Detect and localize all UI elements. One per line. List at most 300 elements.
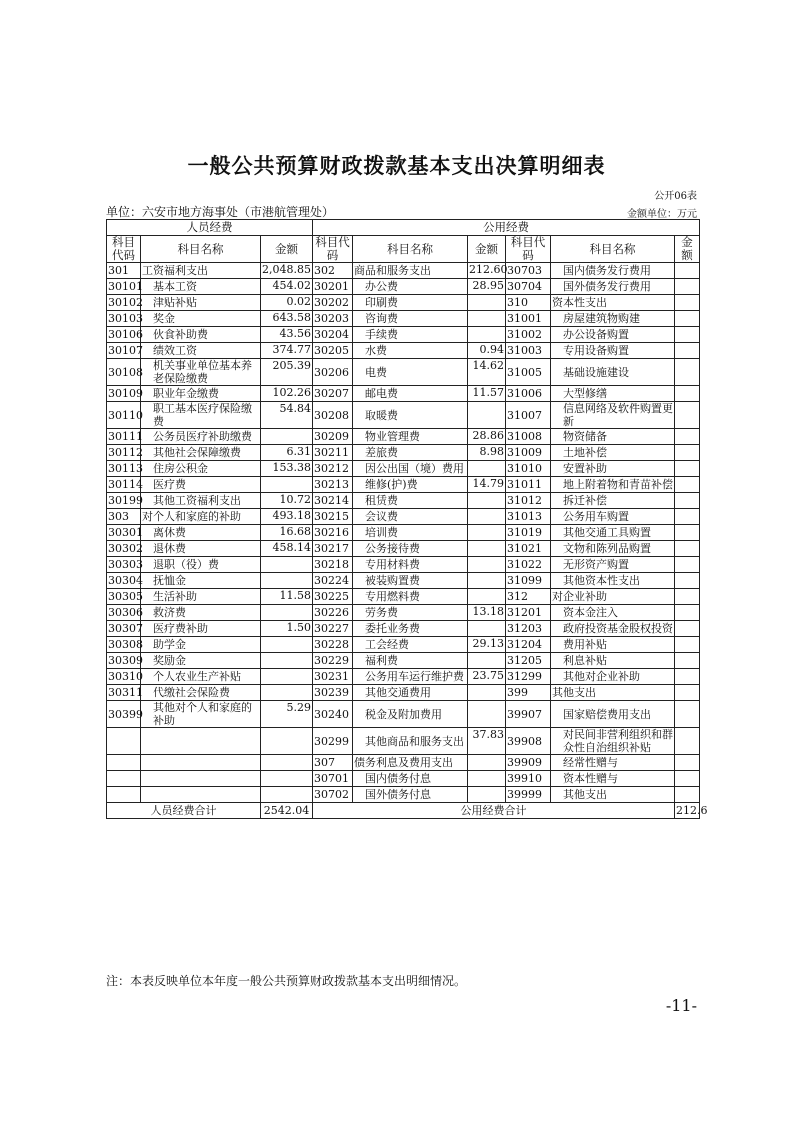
subject-name: 医疗费 [141,477,261,493]
subject-code: 301 [107,263,141,279]
amount: 0.02 [261,295,313,311]
amount [675,429,700,445]
amount: 102.26 [261,386,313,402]
subject-name: 安置补助 [551,461,675,477]
subject-name: 印刷费 [353,295,468,311]
subject-name: 职业年金缴费 [141,386,261,402]
subject-name: 专用材料费 [353,557,468,573]
subject-code: 30225 [313,589,353,605]
personnel-total-value: 2542.04 [261,803,313,819]
subject-code: 31012 [506,493,551,509]
table-row [107,787,700,803]
subject-name: 差旅费 [353,445,468,461]
code-header: 科目代码 [107,236,141,263]
subject-name: 文物和陈列品购置 [551,541,675,557]
subject-name: 对民间非营利组织和群众性自治组织补贴 [551,728,675,755]
subject-name [141,728,261,755]
subject-code: 303 [107,509,141,525]
table-row [107,557,700,573]
amount [261,573,313,589]
table-row [107,755,700,771]
amount [468,589,506,605]
amount [675,637,700,653]
subject-name: 对企业补助 [551,589,675,605]
subject-name [141,771,261,787]
amount [675,728,700,755]
subject-name: 培训费 [353,525,468,541]
subject-name: 被装购置费 [353,573,468,589]
subject-name: 救济费 [141,605,261,621]
subject-code: 30106 [108,328,143,341]
amount [468,493,506,509]
subject-code: 30109 [108,387,143,400]
amount [675,787,700,803]
subject-name: 住房公积金 [141,461,261,477]
subject-name: 利息补贴 [551,653,675,669]
amount: 14.62 [468,359,506,386]
subject-name: 工资福利支出 [141,263,261,279]
subject-code: 30110 [107,402,141,429]
amount [675,343,700,359]
table-row [107,279,700,295]
amount: 28.86 [468,429,506,445]
subject-name: 个人农业生产补贴 [141,669,261,685]
subject-name: 委托业务费 [353,621,468,637]
subject-name: 维修(护)费 [353,477,468,493]
subject-name: 助学金 [141,637,261,653]
subject-code: 30217 [313,541,353,557]
amount: 28.95 [468,279,506,295]
amount [675,525,700,541]
amount-header: 金额 [261,236,313,263]
amount [675,669,700,685]
subject-name: 债务利息及费用支出 [353,755,468,771]
table-row [107,402,700,429]
subject-code: 30309 [108,654,143,667]
subject-name: 职工基本医疗保险缴费 [141,402,261,429]
amount [675,461,700,477]
subject-name: 其他社会保障缴费 [141,445,261,461]
subject-code: 30214 [313,493,353,509]
subject-code: 30112 [108,446,143,459]
subject-code: 30306 [108,606,143,619]
amount [675,279,700,295]
subject-name: 国内债务付息 [353,771,468,787]
subject-name: 电费 [353,359,468,386]
amount: 374.77 [261,343,313,359]
subject-name: 国家赔偿费用支出 [551,701,675,728]
section-header-row [107,220,700,236]
subject-name: 国外债务发行费用 [551,279,675,295]
subject-code: 30226 [313,605,353,621]
amount [468,311,506,327]
table-row [107,573,700,589]
amount [261,669,313,685]
amount: 205.39 [261,359,313,386]
amount [468,557,506,573]
subject-code: 30304 [108,574,143,587]
subject-code: 30704 [506,279,551,295]
subject-name: 机关事业单位基本养老保险缴费 [141,359,261,386]
subject-code: 31203 [506,621,551,637]
page-number: -11- [665,996,697,1015]
subject-name: 地上附着物和青苗补偿 [551,477,675,493]
amount [675,509,700,525]
amount [468,509,506,525]
subject-code: 30103 [108,312,143,325]
table-row [107,771,700,787]
amount: 43.56 [261,327,313,343]
amount [468,525,506,541]
amount [675,445,700,461]
subject-code: 31009 [506,445,551,461]
amount: 23.75 [468,669,506,685]
subject-name: 绩效工资 [141,343,261,359]
table-row [107,493,700,509]
subject-code: 30240 [313,701,353,728]
amount: 14.79 [468,477,506,493]
amount [675,327,700,343]
footnote: 注：本表反映单位本年度一般公共预算财政拨款基本支出明细情况。 [106,974,467,988]
amount: 458.14 [261,541,313,557]
subject-name: 商品和服务支出 [353,263,468,279]
subject-name: 咨询费 [353,311,468,327]
table-row [107,359,700,386]
subject-code: 39910 [506,771,551,787]
table-row [107,509,700,525]
subject-code: 31019 [506,525,551,541]
subject-name: 其他支出 [551,787,675,803]
subject-code: 30212 [313,461,353,477]
subject-code: 30113 [108,462,143,475]
name-header: 科目名称 [551,236,675,263]
amount [468,541,506,557]
amount: 153.38 [261,461,313,477]
amount [675,541,700,557]
subject-code: 30107 [108,344,143,357]
subject-name: 生活补助 [141,589,261,605]
personnel-section-header: 人员经费 [107,220,313,236]
table-row [107,263,700,279]
public-total-label: 公用经费合计 [313,803,675,819]
amount [468,402,506,429]
amount: 6.31 [261,445,313,461]
amount [261,429,313,445]
subject-code: 31006 [506,386,551,402]
subject-name: 费用补贴 [551,637,675,653]
subject-code: 31204 [506,637,551,653]
subject-name: 资本性支出 [551,295,675,311]
subject-code: 312 [506,589,551,605]
subject-code: 30202 [313,295,353,311]
subject-code: 39909 [506,755,551,771]
amount [261,755,313,771]
amount [261,771,313,787]
subject-code: 30308 [108,638,143,651]
subject-code: 30229 [313,653,353,669]
table-row [107,343,700,359]
subject-code: 30301 [108,526,143,539]
subject-name: 福利费 [353,653,468,669]
amount [675,402,700,429]
subject-code: 30701 [313,771,353,787]
amount [468,621,506,637]
subject-name: 奖励金 [141,653,261,669]
subject-code: 31299 [506,669,551,685]
page-title: 一般公共预算财政拨款基本支出决算明细表 [187,153,606,178]
subject-name: 办公设备购置 [551,327,675,343]
amount [675,573,700,589]
subject-name: 资本性赠与 [551,771,675,787]
subject-name: 对个人和家庭的补助 [141,509,261,525]
subject-name: 政府投资基金股权投资 [551,621,675,637]
subject-code: 30204 [313,327,353,343]
amount [675,685,700,701]
subject-code: 31001 [506,311,551,327]
subject-name: 代缴社会保险费 [141,685,261,701]
subject-name: 其他对个人和家庭的补助 [141,701,261,728]
subject-name: 取暖费 [353,402,468,429]
amount [675,771,700,787]
subject-name: 土地补偿 [551,445,675,461]
subject-name: 退职（役）费 [141,557,261,573]
subject-name: 国外债务付息 [353,787,468,803]
subject-code: 30211 [313,445,353,461]
amount [675,557,700,573]
public-total-value: 212.6 [676,804,708,817]
table-row [107,637,700,653]
subject-code: 31003 [506,343,551,359]
subject-code: 30216 [313,525,353,541]
subject-code: 30213 [313,477,353,493]
subject-code: 31099 [506,573,551,589]
amount [261,653,313,669]
amount [468,461,506,477]
amount [468,787,506,803]
amount: 37.83 [468,728,506,755]
subject-code: 30305 [108,590,143,603]
subject-code: 30224 [313,573,353,589]
amount [261,557,313,573]
subject-name: 公务用车购置 [551,509,675,525]
subject-code: 30702 [313,787,353,803]
amount [468,701,506,728]
subject-name: 退休费 [141,541,261,557]
subject-name: 其他工资福利支出 [141,493,261,509]
subject-name: 大型修缮 [551,386,675,402]
amount [261,477,313,493]
amount: 11.57 [468,386,506,402]
subject-code: 30227 [313,621,353,637]
table-row [107,728,700,755]
subject-name: 其他商品和服务支出 [353,728,468,755]
subject-code: 30203 [313,311,353,327]
subject-name: 其他对企业补助 [551,669,675,685]
table-row [107,701,700,728]
subject-name: 物资储备 [551,429,675,445]
amount [261,787,313,803]
amount: 8.98 [468,445,506,461]
amount [675,589,700,605]
subject-code: 30310 [108,670,143,683]
table-row [107,429,700,445]
subject-name: 税金及附加费用 [353,701,468,728]
table-row [107,541,700,557]
amount [468,755,506,771]
amount [675,755,700,771]
subject-code: 31205 [506,653,551,669]
table-row [107,311,700,327]
amount-header: 金额 [468,236,506,263]
subject-name: 基础设施建设 [551,359,675,386]
subject-code: 30114 [108,478,143,491]
subject-name: 水费 [353,343,468,359]
amount: 5.29 [261,701,313,728]
amount-unit-label: 金额单位：万元 [627,209,697,220]
subject-name: 房屋建筑物购建 [551,311,675,327]
amount [675,263,700,279]
subject-name: 基本工资 [141,279,261,295]
subject-name: 国内债务发行费用 [551,263,675,279]
amount [675,701,700,728]
subject-code: 307 [313,755,353,771]
table-row [107,605,700,621]
subject-code [107,787,141,803]
subject-code: 30101 [108,280,143,293]
subject-name: 医疗费补助 [141,621,261,637]
subject-code: 302 [313,263,353,279]
subject-code: 39907 [506,701,551,728]
subject-code: 30299 [313,728,353,755]
subject-name: 手续费 [353,327,468,343]
subject-code: 39999 [506,787,551,803]
subject-name: 信息网络及软件购置更新 [551,402,675,429]
amount [468,685,506,701]
amount: 493.18 [261,509,313,525]
amount: 11.58 [261,589,313,605]
table-row [107,525,700,541]
subject-code: 30206 [313,359,353,386]
subject-name: 资本金注入 [551,605,675,621]
subject-code: 31201 [506,605,551,621]
subject-code: 30207 [313,386,353,402]
amount [261,637,313,653]
subject-code: 30209 [313,429,353,445]
subject-name: 邮电费 [353,386,468,402]
amount: 10.72 [261,493,313,509]
subject-name: 奖金 [141,311,261,327]
subject-code: 31010 [506,461,551,477]
table-row [107,669,700,685]
subject-code: 30208 [313,402,353,429]
subject-name: 专用设备购置 [551,343,675,359]
table-row [107,461,700,477]
unit-label: 单位：六安市地方海事处（市港航管理处） [106,205,335,219]
subject-code: 30215 [313,509,353,525]
table-row [107,477,700,493]
subject-code: 31011 [506,477,551,493]
amount [675,621,700,637]
subject-name: 抚恤金 [141,573,261,589]
amount [675,386,700,402]
amount [675,477,700,493]
subject-name: 其他交通工具购置 [551,525,675,541]
subject-code: 31007 [506,402,551,429]
subject-name [141,787,261,803]
subject-code: 30199 [108,494,143,507]
personnel-total-label: 人员经费合计 [107,803,261,819]
subject-name: 其他交通费用 [353,685,468,701]
subject-name: 公务员医疗补助缴费 [141,429,261,445]
subject-code: 310 [506,295,551,311]
amount [675,295,700,311]
subject-code: 30108 [107,359,141,386]
subject-code: 30205 [313,343,353,359]
amount [468,771,506,787]
amount: 1.50 [261,621,313,637]
amount [468,295,506,311]
table-row [107,653,700,669]
subject-name: 其他资本性支出 [551,573,675,589]
amount [675,653,700,669]
subject-code: 399 [506,685,551,701]
subject-name: 津贴补贴 [141,295,261,311]
amount: 643.58 [261,311,313,327]
amount [468,573,506,589]
subject-code: 30302 [108,542,143,555]
table-row [107,386,700,402]
public-section-header: 公用经费 [313,220,700,236]
subject-code: 31013 [506,509,551,525]
amount: 2,048.85 [261,263,313,279]
form-number: 公开06表 [654,191,697,202]
column-header-row [107,236,700,263]
subject-code: 31002 [506,327,551,343]
table-row [107,589,700,605]
subject-name: 工会经费 [353,637,468,653]
table-row [107,621,700,637]
totals-row [107,803,700,819]
amount [675,359,700,386]
amount: 54.84 [261,402,313,429]
amount [675,493,700,509]
table-row [107,327,700,343]
subject-code: 30228 [313,637,353,653]
subject-name: 劳务费 [353,605,468,621]
name-header: 科目名称 [141,236,261,263]
subject-code: 30201 [313,279,353,295]
code-header: 科目代码 [506,236,551,263]
table-row [107,295,700,311]
amount: 454.02 [261,279,313,295]
subject-name: 伙食补助费 [141,327,261,343]
amount: 29.13 [468,637,506,653]
subject-code: 30111 [108,430,143,443]
subject-name: 会议费 [353,509,468,525]
subject-name [141,755,261,771]
subject-code: 31021 [506,541,551,557]
subject-name: 公务接待费 [353,541,468,557]
subject-code: 30102 [108,296,143,309]
subject-name: 离休费 [141,525,261,541]
subject-code: 31008 [506,429,551,445]
subject-code: 31022 [506,557,551,573]
amount [468,327,506,343]
subject-code: 30218 [313,557,353,573]
subject-name: 租赁费 [353,493,468,509]
subject-name: 因公出国（境）费用 [353,461,468,477]
subject-code: 39908 [506,728,551,755]
